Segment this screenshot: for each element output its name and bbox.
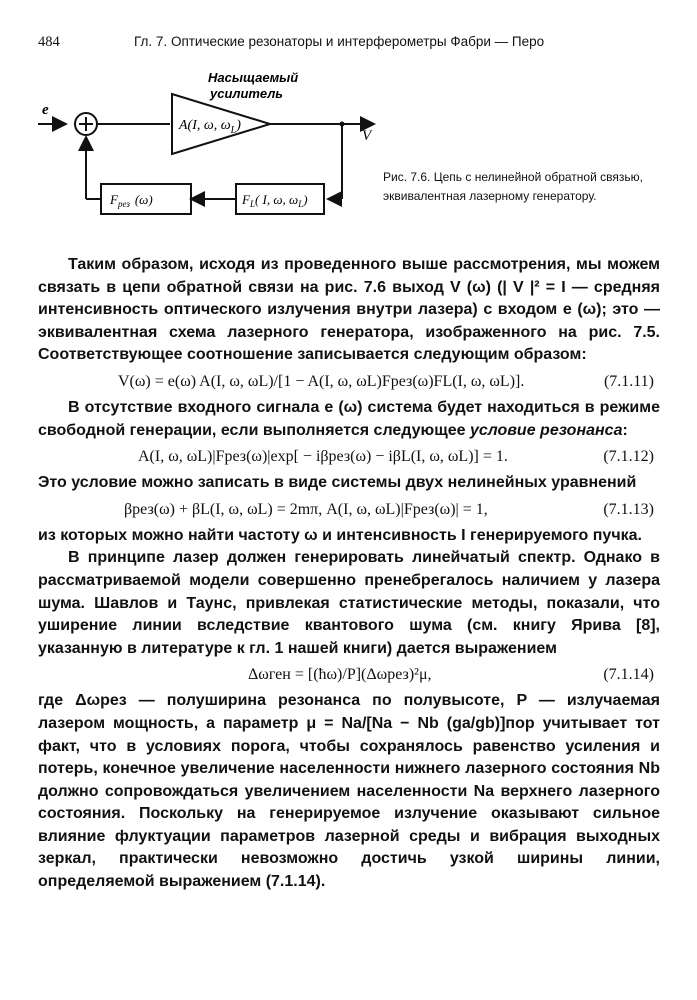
body-text	[38, 254, 660, 894]
paragraph: В принципе лазер должен генерировать линейчатый спектр. Однако в рассматриваемой модели совершенно пренебрегалось наличием у лазера шума. Шавлов и Таунс, привлекая статистические методы, показали, что уширение линии вследствие квантового шума (см. книгу Ярива [8], указанную в литературе к гл. 1 нашей книги) дается выражением	[38, 549, 660, 657]
page-header	[38, 34, 658, 56]
amplifier-label-line1: Насыщаемый	[208, 72, 299, 85]
fres-block-label: $F_{рез}$ (ω)	[110, 192, 153, 209]
running-title: Гл. 7. Оптические резонаторы и интерферометры Фабри — Перо	[134, 34, 545, 49]
equation-7-1-13	[38, 495, 660, 525]
equation-7-1-12	[38, 442, 660, 472]
equation-number: (7.1.14)	[603, 666, 654, 684]
equation-7-1-11	[38, 367, 660, 397]
paragraph: из которых можно найти частоту ω и интенсивность I генерируемого пучка.	[38, 526, 642, 544]
figure-caption: Рис. 7.6. Цепь с нелинейной обратной связью, эквивалентная лазерному генератору.	[383, 170, 643, 203]
fl-block-label: $F_L$( I, ω, $\omega_L$)	[242, 192, 308, 209]
paragraph: Таким образом, исходя из проведенного выше рассмотрения, мы можем связать в цепи обратной связи на рис. 7.6 выход V (ω) (| V |² = I — средняя интенсивность оптического излучения внутри лазера) с входом e (ω); это — эквивалентная схема лазерного генератора, изображенного на рис. 7.5. Соответствующее соотношение записывается следующим образом:	[38, 256, 660, 364]
output-label: V	[362, 128, 372, 144]
equation-number: (7.1.12)	[603, 448, 654, 466]
paragraph: где Δωрез — полуширина резонанса по полувысоте, P — излучаемая лазером мощность, а параметр μ = Na/[Na − Nb (ga/gb)]пор учитывает тот факт, что в условиях порога, чтобы сохранялось равенство усиления и потерь, конечное увеличение населенности нижнего лазерного состояния Nb должно сопровождаться увеличением населенности Na верхнего лазерного состояния. Поскольку на генерируемое излучение оказывают сильное влияние флуктуации параметров лазерной среды и вибрация выходных зеркал, практически невозможно достичь узкой ширины линии, определяемой выражением (7.1.14).	[38, 692, 660, 891]
resonance-condition-term: условие резонанса	[469, 421, 623, 439]
paragraph: Это условие можно записать в виде системы двух нелинейных уравнений	[38, 474, 637, 492]
input-label: e	[42, 102, 49, 118]
equation-number: (7.1.11)	[603, 372, 654, 390]
paragraph: В отсутствие входного сигнала e (ω) система будет находиться в режиме свободной генерации, если выполняется следующее условие резонанса:	[38, 398, 660, 439]
equation-number: (7.1.13)	[603, 500, 654, 518]
equation-expression: V(ω) = e(ω) A(I, ω, ωL)/[1 − A(I, ω, ωL)Fрез(ω)FL(I, ω, ωL)].	[118, 372, 525, 390]
equation-expression: βрез(ω) + βL(I, ω, ωL) = 2mπ, A(I, ω, ωL)|Fрез(ω)| = 1,	[124, 500, 488, 518]
page-number: 484	[38, 34, 60, 50]
amplifier-label-line2: усилитель	[210, 86, 284, 101]
equation-expression: A(I, ω, ωL)|Fрез(ω)|exp[ − iβрез(ω) − iβL(I, ω, ωL)] = 1.	[138, 448, 508, 466]
amplifier-function: A(I, ω, $\omega_L$)	[179, 118, 241, 136]
equation-7-1-14	[38, 660, 660, 690]
feedback-circuit-diagram	[38, 72, 378, 232]
equation-expression: Δωген = [(ħω)/P](Δωрез)²μ,	[248, 666, 432, 684]
